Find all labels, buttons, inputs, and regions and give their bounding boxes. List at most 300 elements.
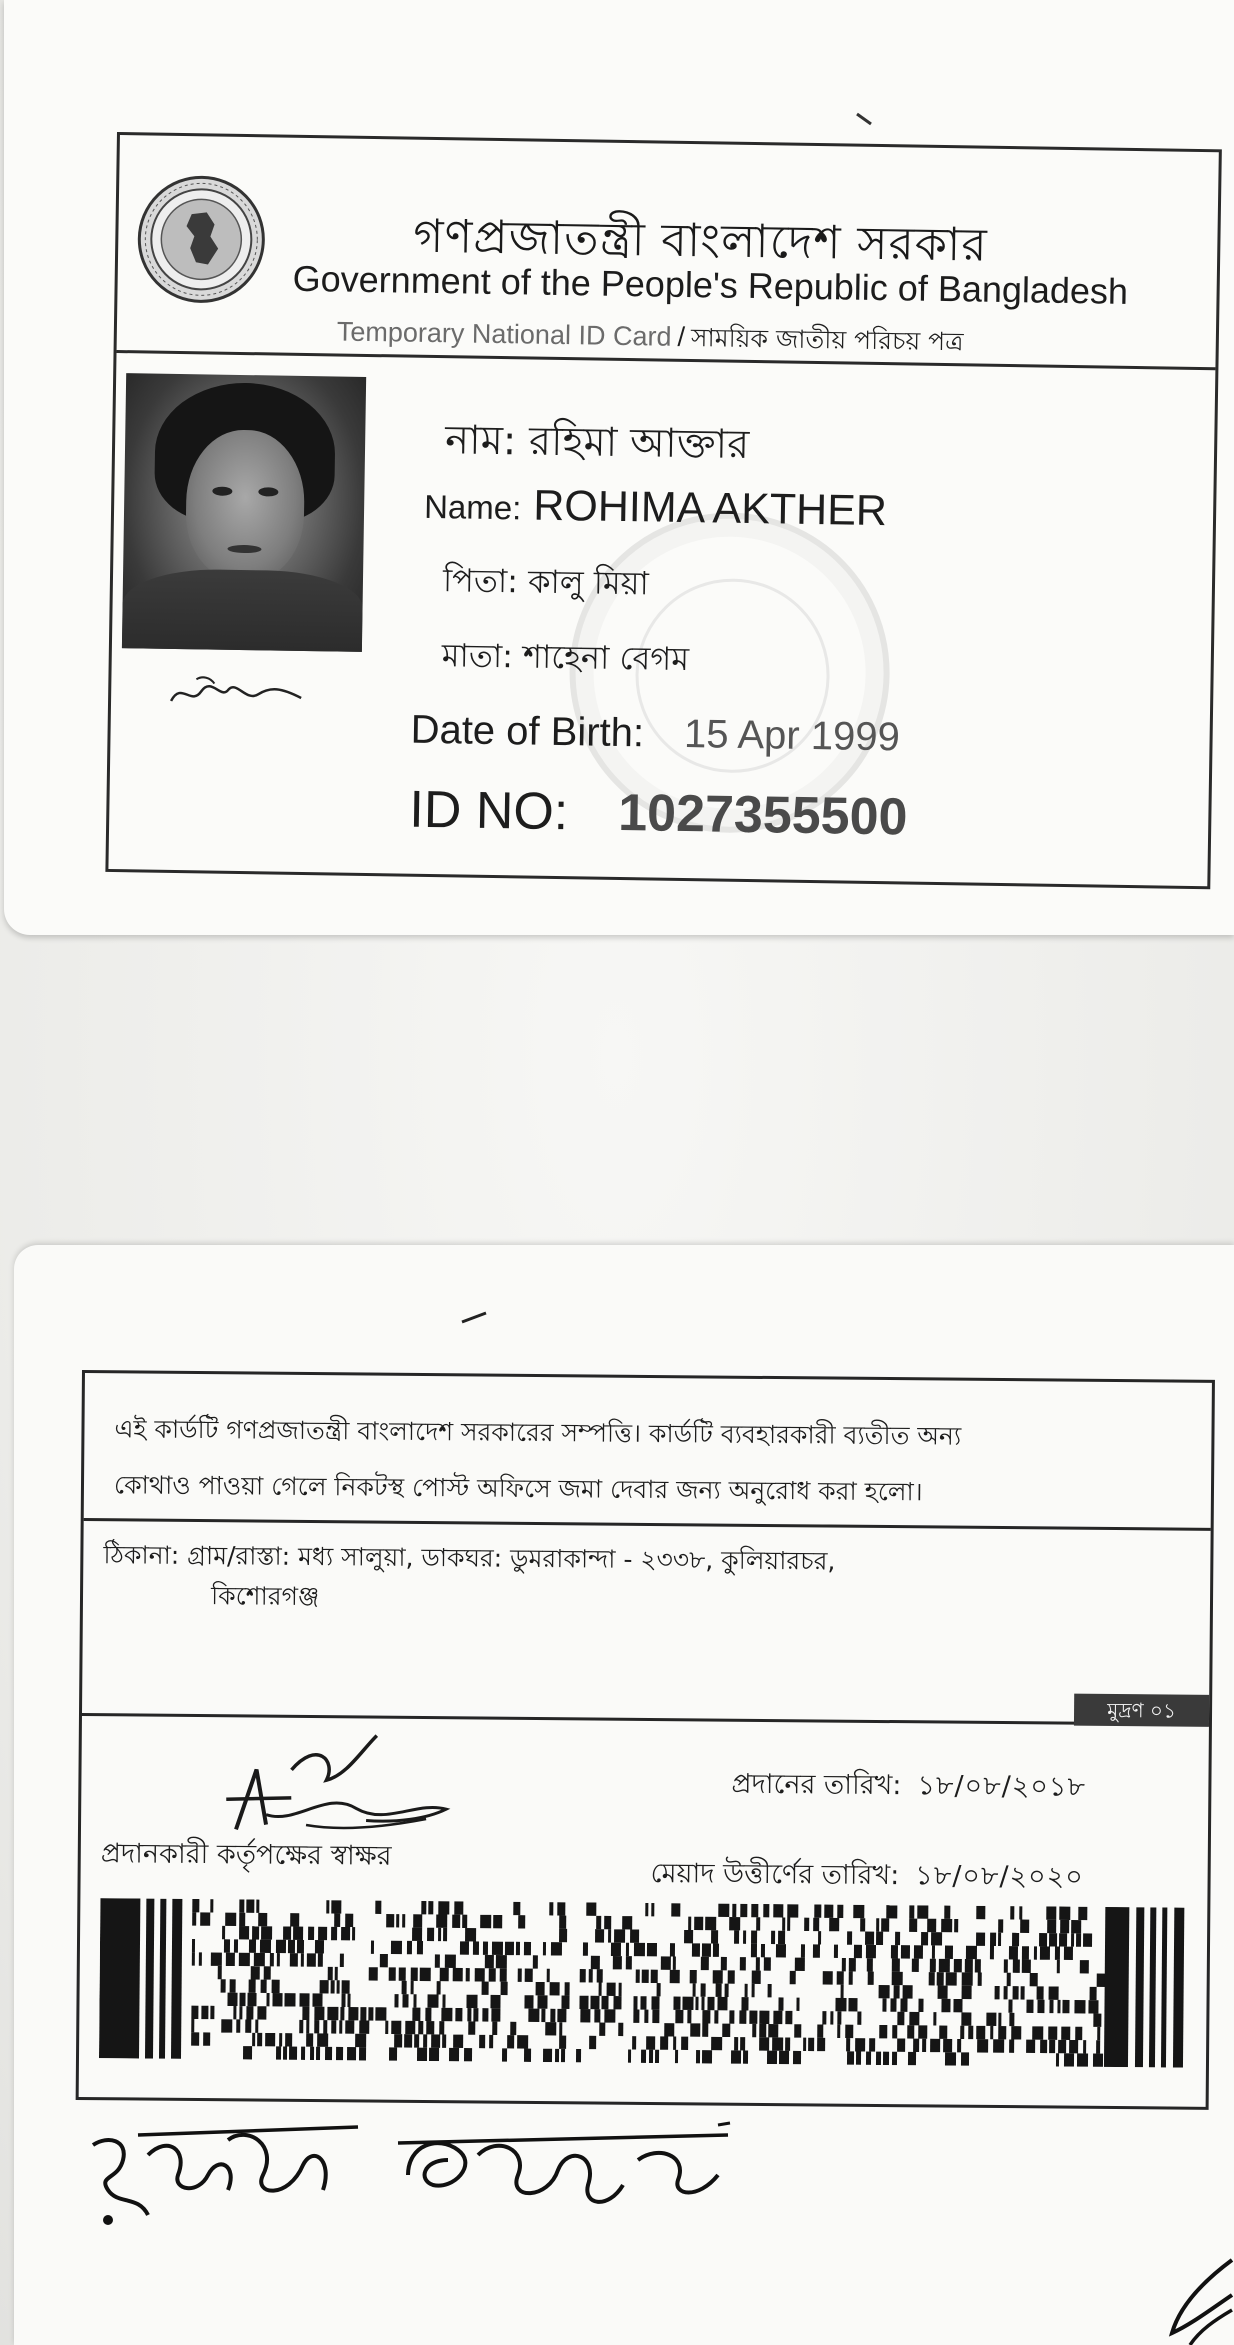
barcode-module bbox=[867, 1958, 873, 1971]
barcode-module bbox=[283, 2046, 287, 2059]
barcode-module bbox=[856, 2051, 861, 2064]
barcode-module bbox=[995, 1986, 1000, 1999]
barcode-module bbox=[301, 2047, 305, 2060]
barcode-module bbox=[933, 2012, 936, 2025]
barcode-module bbox=[634, 1943, 645, 1956]
barcode-module bbox=[307, 1953, 316, 1966]
barcode-module bbox=[931, 1932, 942, 1945]
barcode-module bbox=[1004, 1959, 1008, 1972]
barcode-module bbox=[785, 2011, 792, 2024]
barcode-module bbox=[1059, 1907, 1070, 1920]
barcode-module bbox=[473, 1941, 479, 1954]
barcode-module bbox=[1048, 2026, 1057, 2039]
barcode-module bbox=[490, 1995, 500, 2008]
barcode-module bbox=[787, 1904, 798, 1917]
barcode-module bbox=[452, 1915, 460, 1928]
barcode-module bbox=[561, 2049, 565, 2062]
barcode-module bbox=[626, 1956, 632, 1969]
holder-signature-small bbox=[166, 671, 307, 718]
barcode-module bbox=[976, 2026, 985, 2039]
barcode-module bbox=[339, 2020, 342, 2033]
barcode-module bbox=[790, 1971, 796, 1984]
barcode-module bbox=[857, 2011, 861, 2024]
barcode-module bbox=[1022, 1946, 1029, 1959]
barcode-module bbox=[595, 1929, 604, 1942]
barcode-module bbox=[331, 2020, 336, 2033]
barcode-module bbox=[1049, 2040, 1055, 2053]
barcode-module bbox=[690, 1970, 697, 1983]
barcode-module bbox=[439, 2021, 444, 2034]
barcode-module bbox=[721, 1957, 727, 1970]
barcode-module bbox=[1064, 1947, 1073, 1960]
issue-date-label: প্রদানের তারিখ: bbox=[731, 1768, 902, 1802]
barcode-module bbox=[288, 1940, 295, 1953]
barcode-module bbox=[713, 1970, 723, 1983]
barcode-module bbox=[841, 1985, 844, 1998]
government-title-english: Government of the People's Republic of Bangladesh bbox=[292, 257, 1129, 312]
barcode-module bbox=[234, 1939, 238, 1952]
barcode-module bbox=[855, 2038, 865, 2051]
barcode-module bbox=[270, 1953, 274, 1966]
issuing-authority-signature bbox=[196, 1729, 457, 1851]
barcode-module bbox=[776, 1944, 786, 1957]
barcode-module bbox=[909, 1905, 914, 1918]
barcode-module bbox=[702, 2050, 712, 2063]
father-name-field bbox=[443, 555, 650, 612]
barcode-module bbox=[466, 1995, 477, 2008]
barcode-module bbox=[930, 1959, 936, 1972]
barcode-module bbox=[846, 2038, 850, 2051]
barcode-module bbox=[977, 2039, 988, 2052]
barcode-module bbox=[1021, 1986, 1025, 1999]
holder-signature-large bbox=[78, 2105, 738, 2255]
barcode-module bbox=[957, 2039, 961, 2052]
barcode-module bbox=[312, 1993, 322, 2006]
barcode-module bbox=[551, 1942, 562, 1955]
address-line-2: কিশোরগঞ্জ bbox=[210, 1581, 320, 1612]
pen-mark bbox=[460, 1310, 490, 1324]
barcode-module bbox=[1059, 1933, 1067, 1946]
print-count-badge: মুদ্রণ ০১ bbox=[1074, 1694, 1209, 1727]
barcode-module bbox=[945, 1946, 953, 1959]
barcode-module bbox=[1071, 1920, 1081, 1933]
barcode-module bbox=[227, 1993, 237, 2006]
barcode-module bbox=[829, 1918, 839, 1931]
barcode-module bbox=[1096, 2040, 1100, 2053]
barcode-module bbox=[222, 1926, 225, 1939]
barcode-module bbox=[978, 1973, 982, 1986]
barcode-module bbox=[579, 1996, 588, 2009]
barcode-module bbox=[913, 2039, 919, 2052]
barcode-module bbox=[442, 2035, 446, 2048]
barcode-module bbox=[636, 1970, 640, 1983]
barcode-module bbox=[894, 1985, 900, 1998]
barcode-module bbox=[604, 1916, 611, 1929]
barcode-module bbox=[375, 1901, 381, 1914]
barcode-module bbox=[559, 1916, 566, 1929]
barcode-module bbox=[682, 1997, 693, 2010]
barcode-module bbox=[741, 1997, 748, 2010]
barcode-module bbox=[756, 1957, 760, 1970]
barcode-module bbox=[717, 1997, 727, 2010]
barcode-module bbox=[914, 1945, 923, 1958]
barcode-module bbox=[818, 1931, 821, 1944]
barcode-module bbox=[283, 1926, 291, 1939]
barcode-module bbox=[224, 1939, 230, 1952]
barcode-module bbox=[391, 1941, 402, 1954]
barcode-module bbox=[601, 1996, 608, 2009]
barcode-module bbox=[768, 1984, 772, 1997]
barcode-module bbox=[632, 2036, 636, 2049]
barcode-module bbox=[336, 2047, 343, 2060]
expiry-date-field bbox=[650, 1853, 1084, 1902]
barcode-module bbox=[425, 2008, 431, 2021]
barcode-module bbox=[607, 1983, 616, 1996]
barcode-module bbox=[396, 1914, 399, 1927]
barcode-module bbox=[734, 2037, 738, 2050]
barcode-module bbox=[944, 1906, 950, 1919]
barcode-module bbox=[939, 1959, 950, 1972]
barcode-module bbox=[773, 2011, 782, 2024]
photo-shoulders bbox=[122, 568, 363, 652]
barcode-module bbox=[803, 2038, 806, 2051]
barcode-module bbox=[842, 1958, 846, 1971]
barcode-module bbox=[891, 1945, 898, 1958]
barcode-module bbox=[847, 2051, 854, 2064]
barcode-module bbox=[655, 2050, 659, 2063]
barcode-module bbox=[445, 1955, 456, 1968]
barcode-stop-bar bbox=[1104, 1907, 1129, 2067]
barcode-module bbox=[642, 1970, 649, 1983]
barcode-module bbox=[879, 2025, 887, 2038]
mother-value: শাহেনা বেগম bbox=[522, 637, 690, 679]
barcode-module bbox=[673, 1997, 680, 2010]
barcode-module bbox=[645, 1903, 648, 1916]
address-line-1: গ্রাম/রাস্তা: মধ্য সালুয়া, ডাকঘর: ডুমরাকান্দা - ২৩৩৮, কুলিয়ারচর, bbox=[187, 1540, 836, 1576]
barcode-module bbox=[501, 1982, 508, 1995]
barcode-module bbox=[869, 2038, 875, 2051]
barcode-module bbox=[211, 1952, 222, 1965]
barcode-module bbox=[779, 2051, 789, 2064]
issue-date-field bbox=[731, 1764, 1086, 1812]
barcode-module bbox=[341, 1994, 345, 2007]
barcode-module bbox=[778, 1997, 783, 2010]
government-title-bangla: গণপ্রজাতন্ত্রী বাংলাদেশ সরকার bbox=[412, 208, 989, 272]
barcode-module bbox=[533, 1955, 538, 1968]
barcode-module bbox=[1047, 1920, 1056, 1933]
barcode-module bbox=[649, 2050, 653, 2063]
barcode-stop-bar bbox=[1173, 1908, 1184, 2068]
barcode-module bbox=[976, 1932, 985, 1945]
barcode-module bbox=[510, 2022, 516, 2035]
barcode-module bbox=[272, 1993, 282, 2006]
barcode-module bbox=[837, 1905, 843, 1918]
barcode-module bbox=[583, 1942, 588, 1955]
barcode-module bbox=[418, 2021, 423, 2034]
barcode-module bbox=[943, 2039, 952, 2052]
barcode-module bbox=[895, 1932, 900, 1945]
barcode-module bbox=[421, 1901, 426, 1914]
barcode-module bbox=[467, 2008, 471, 2021]
barcode-module bbox=[475, 1968, 485, 1981]
barcode-module bbox=[249, 1939, 256, 1952]
barcode-module bbox=[210, 1899, 213, 1912]
barcode-module bbox=[822, 2011, 826, 2024]
barcode-module bbox=[630, 1929, 639, 1942]
barcode-module bbox=[883, 2052, 889, 2065]
barcode-module bbox=[516, 1942, 520, 1955]
barcode-module bbox=[254, 1953, 265, 1966]
barcode-module bbox=[909, 2012, 919, 2025]
barcode-module bbox=[714, 2010, 718, 2023]
barcode-module bbox=[1034, 1946, 1037, 1959]
barcode-module bbox=[210, 2006, 214, 2019]
barcode-module bbox=[684, 1930, 693, 1943]
barcode-module bbox=[340, 1954, 344, 1967]
barcode-module bbox=[1069, 2040, 1078, 2053]
barcode-module bbox=[1009, 1946, 1018, 1959]
card-header bbox=[117, 135, 1219, 370]
barcode-module bbox=[576, 2049, 581, 2062]
barcode-module bbox=[696, 2050, 700, 2063]
barcode-module bbox=[796, 1998, 799, 2011]
barcode-module bbox=[308, 1927, 314, 1940]
father-label: পিতা: bbox=[442, 561, 519, 601]
barcode-module bbox=[793, 2051, 801, 2064]
barcode-module bbox=[619, 1983, 622, 1996]
barcode-module bbox=[555, 2049, 559, 2062]
barcode-module bbox=[731, 2050, 741, 2063]
barcode-module bbox=[1093, 2054, 1103, 2067]
barcode-module bbox=[1078, 1907, 1087, 1920]
barcode-module bbox=[1080, 1960, 1089, 1973]
barcode-module bbox=[507, 2035, 514, 2048]
barcode-module bbox=[316, 2047, 320, 2060]
barcode-module bbox=[892, 2025, 897, 2038]
barcode-module bbox=[835, 1998, 846, 2011]
barcode-module bbox=[525, 1969, 533, 1982]
barcode-module bbox=[412, 1928, 422, 1941]
barcode-module bbox=[641, 2050, 646, 2063]
barcode-module bbox=[489, 2035, 493, 2048]
barcode-module bbox=[359, 2047, 366, 2060]
barcode-module bbox=[369, 1967, 378, 1980]
barcode-module bbox=[675, 2010, 683, 2023]
barcode-module bbox=[611, 1943, 621, 1956]
barcode-module bbox=[866, 1945, 876, 1958]
barcode-module bbox=[386, 1914, 394, 1927]
barcode-module bbox=[651, 1970, 658, 1983]
barcode-module bbox=[547, 1969, 550, 1982]
barcode-module bbox=[559, 2036, 566, 2049]
barcode-module bbox=[517, 2035, 528, 2048]
expiry-date-label: মেয়াদ উত্তীর্ণের তারিখ: bbox=[650, 1857, 900, 1892]
barcode-module bbox=[1083, 1933, 1092, 1946]
barcode-module bbox=[968, 2026, 973, 2039]
barcode-module bbox=[751, 1944, 757, 1957]
barcode-module bbox=[670, 1943, 675, 1956]
barcode-module bbox=[881, 1918, 889, 1931]
barcode-module bbox=[837, 2011, 841, 2024]
barcode-module bbox=[693, 1983, 696, 1996]
barcode-module bbox=[876, 1932, 883, 1945]
barcode-module bbox=[962, 1972, 973, 1985]
barcode-module bbox=[1060, 1920, 1069, 1933]
barcode-module bbox=[239, 1926, 249, 1939]
barcode-module bbox=[795, 1958, 805, 1971]
barcode-module bbox=[1077, 2053, 1088, 2066]
barcode-module bbox=[763, 1904, 769, 1917]
barcode-module bbox=[559, 1929, 567, 1942]
barcode-module bbox=[998, 2026, 1006, 2039]
barcode-module bbox=[608, 1929, 611, 1942]
barcode-module bbox=[993, 2039, 1004, 2052]
barcode-module bbox=[306, 2020, 309, 2033]
barcode-module bbox=[221, 1979, 226, 1992]
barcode-module bbox=[848, 1998, 857, 2011]
barcode-module bbox=[890, 1998, 896, 2011]
barcode-stop-bar bbox=[1149, 1907, 1156, 2067]
barcode-module bbox=[1026, 2040, 1035, 2053]
barcode-module bbox=[201, 2006, 208, 2019]
barcode-stop-bar bbox=[1161, 1907, 1167, 2067]
barcode-module bbox=[502, 2048, 507, 2061]
barcode-module bbox=[239, 1913, 245, 1926]
barcode-module bbox=[604, 2009, 615, 2022]
barcode-module bbox=[420, 1968, 431, 1981]
barcode-module bbox=[866, 2052, 871, 2065]
barcode-module bbox=[345, 2020, 354, 2033]
expiry-date-value: ১৮/০৮/২০২০ bbox=[915, 1860, 1084, 1893]
barcode-module bbox=[909, 1919, 917, 1932]
barcode-module bbox=[1055, 1947, 1060, 1960]
barcode-module bbox=[589, 1969, 593, 1982]
barcode-module bbox=[651, 1996, 659, 2009]
barcode-module bbox=[413, 1994, 416, 2007]
barcode-module bbox=[411, 1968, 418, 1981]
barcode-module bbox=[728, 1970, 735, 1983]
barcode-module bbox=[1064, 2053, 1074, 2066]
barcode-module bbox=[318, 1927, 327, 1940]
barcode-module bbox=[264, 1966, 271, 1979]
barcode-module bbox=[740, 2037, 745, 2050]
barcode-module bbox=[412, 2008, 420, 2021]
barcode-module bbox=[647, 1943, 657, 1956]
barcode-module bbox=[453, 2035, 463, 2048]
father-value: কালু মিয়া bbox=[527, 562, 650, 603]
barcode-module bbox=[541, 2009, 545, 2022]
barcode-module bbox=[429, 2048, 439, 2061]
barcode-module bbox=[961, 2012, 971, 2025]
barcode-module bbox=[599, 1983, 602, 1996]
barcode-module bbox=[1008, 1999, 1012, 2012]
barcode-module bbox=[348, 2007, 358, 2020]
barcode-module bbox=[808, 2038, 814, 2051]
barcode-start-bar bbox=[171, 1899, 182, 2059]
barcode-module bbox=[702, 2023, 708, 2036]
barcode-module bbox=[945, 2052, 956, 2065]
barcode-module bbox=[589, 2036, 596, 2049]
barcode-module bbox=[817, 2038, 825, 2051]
barcode-module bbox=[764, 1957, 771, 1970]
barcode-module bbox=[702, 1943, 711, 1956]
barcode-module bbox=[326, 1900, 329, 1913]
barcode-module bbox=[301, 1953, 304, 1966]
barcode-module bbox=[1032, 2026, 1043, 2039]
barcode-module bbox=[613, 1956, 622, 1969]
barcode-module bbox=[739, 2010, 746, 2023]
dob-label: Date of Birth: bbox=[410, 707, 645, 756]
barcode-module bbox=[671, 1903, 680, 1916]
barcode-module bbox=[550, 1982, 560, 1995]
barcode-module bbox=[930, 2039, 940, 2052]
barcode-start-bar bbox=[99, 1898, 140, 2058]
barcode-module bbox=[597, 1969, 603, 1982]
barcode-module bbox=[327, 2007, 338, 2020]
barcode-module bbox=[360, 2007, 366, 2020]
barcode-module bbox=[414, 2034, 419, 2047]
barcode-module bbox=[443, 1928, 447, 1941]
barcode-module bbox=[328, 1967, 333, 1980]
barcode-module bbox=[427, 1928, 434, 1941]
name-english-field bbox=[424, 480, 887, 536]
barcode-module bbox=[743, 2050, 748, 2063]
barcode-module bbox=[725, 1984, 729, 1997]
pdf417-barcode bbox=[99, 1898, 1190, 2068]
barcode-module bbox=[749, 2011, 757, 2024]
barcode-module bbox=[191, 2006, 198, 2019]
barcode-module bbox=[594, 2009, 600, 2022]
barcode-module bbox=[489, 1968, 496, 1981]
barcode-module bbox=[929, 1972, 935, 1985]
barcode-module bbox=[599, 2023, 605, 2036]
barcode-module bbox=[1013, 1959, 1020, 1972]
barcode-module bbox=[442, 1995, 445, 2008]
barcode-module bbox=[876, 2052, 881, 2065]
barcode-module bbox=[990, 2026, 993, 2039]
barcode-module bbox=[239, 1993, 245, 2006]
barcode-module bbox=[718, 1904, 729, 1917]
barcode-module bbox=[411, 1981, 414, 1994]
barcode-module bbox=[491, 2008, 500, 2021]
barcode-module bbox=[633, 2010, 639, 2023]
barcode-module bbox=[557, 1902, 565, 1915]
barcode-module bbox=[664, 2023, 674, 2036]
barcode-module bbox=[427, 1994, 438, 2007]
barcode-module bbox=[670, 1970, 680, 1983]
barcode-module bbox=[192, 1912, 196, 1925]
barcode-module bbox=[342, 1980, 350, 1993]
barcode-module bbox=[998, 1933, 1001, 1946]
barcode-module bbox=[391, 2021, 401, 2034]
barcode-module bbox=[729, 1917, 740, 1930]
barcode-module bbox=[479, 2035, 485, 2048]
barcode-module bbox=[380, 1954, 388, 1967]
barcode-module bbox=[965, 1959, 973, 1972]
barcode-module bbox=[622, 1916, 632, 1929]
barcode-module bbox=[468, 2021, 475, 2034]
id-number-field bbox=[409, 780, 908, 848]
barcode-module bbox=[837, 2025, 840, 2038]
barcode-module bbox=[787, 1918, 790, 1931]
barcode-module bbox=[1013, 1986, 1019, 1999]
barcode-module bbox=[853, 1905, 864, 1918]
address-label: ঠিকানা: bbox=[103, 1540, 180, 1570]
barcode-module bbox=[453, 1968, 463, 1981]
barcode-module bbox=[628, 2049, 631, 2062]
barcode-module bbox=[230, 1979, 236, 1992]
barcode-module bbox=[257, 2033, 262, 2046]
